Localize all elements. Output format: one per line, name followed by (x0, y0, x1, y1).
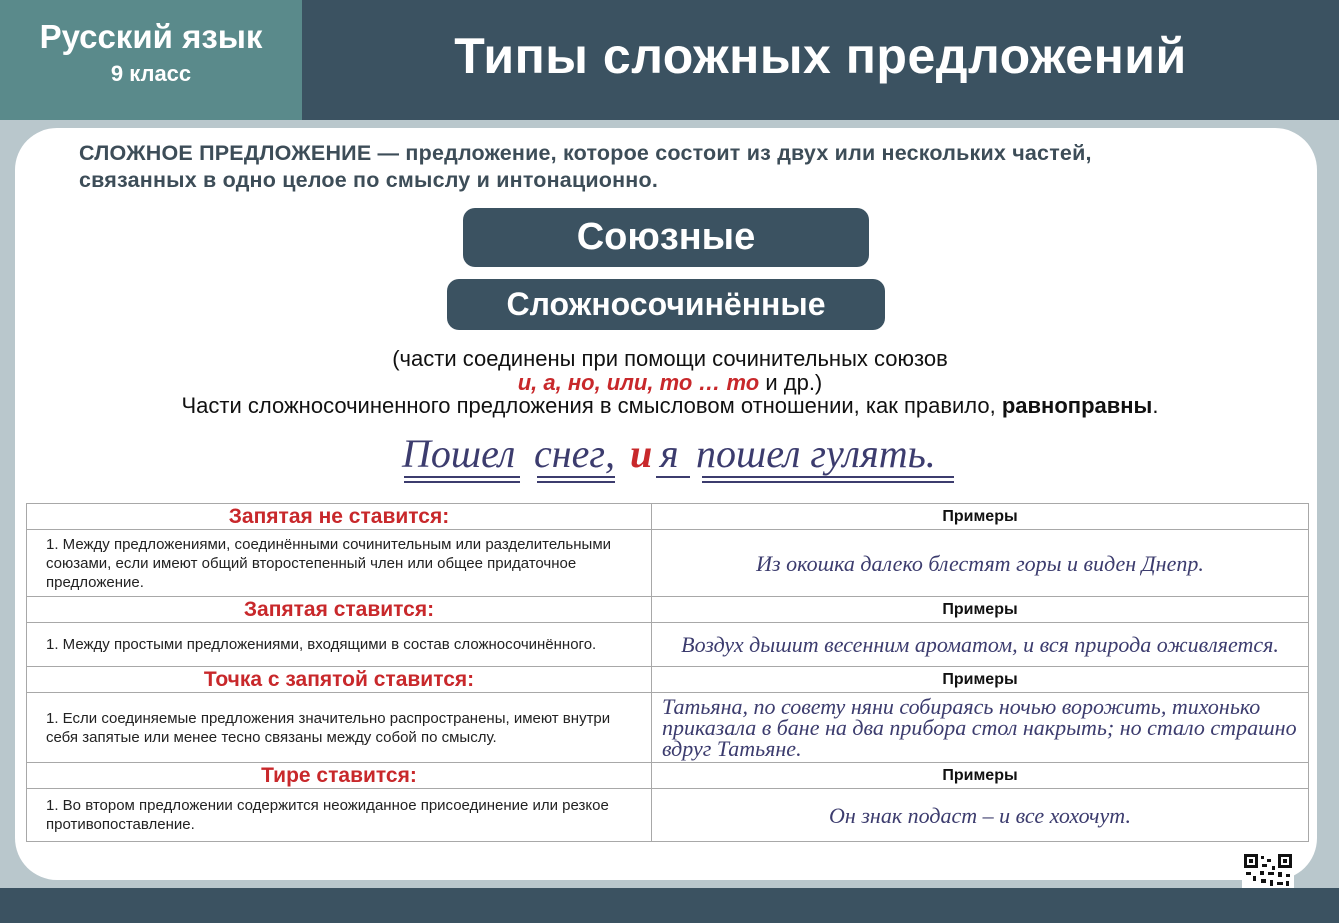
example-word-predicate-2: пошел гулять. (696, 431, 936, 476)
example-conjunction: и (630, 431, 653, 476)
section-heading: Запятая ставится: (27, 597, 652, 623)
type-pill-compound: Сложносочинённые (447, 279, 885, 330)
table-row (27, 789, 1309, 842)
example-word-predicate-1: снег, (534, 431, 615, 476)
note-line-2-tail: и др.) (759, 370, 823, 395)
section-heading: Тире ставится: (27, 763, 652, 789)
rule-text: 1. Если соединяемые предложения значительно распространены, имеют внутри себя запятые или менее тесно связаны между собой по смыслу. (27, 693, 652, 763)
underline-subject-2 (656, 476, 690, 478)
table-row (27, 693, 1309, 763)
table-row (27, 597, 1309, 623)
rule-example: Он знак подаст – и все хохочут. (652, 789, 1309, 842)
definition (79, 140, 1259, 194)
example-sentence (380, 430, 980, 490)
underline-subject-1a (404, 476, 520, 478)
example-word-subject-2: я (660, 431, 679, 476)
examples-header: Примеры (652, 504, 1309, 530)
rule-example: Татьяна, по совету няни собираясь ночью ворожить, тихонько приказала в бане на два прибора стол накрыть; но стало страшно вдруг Татьяне. (652, 693, 1309, 763)
note-line-3-bold: равноправны (1001, 393, 1153, 418)
conjunctions-list: и, а, но, или, то … то (517, 370, 760, 395)
rule-example: Воздух дышит весенним ароматом, и вся природа оживляется. (652, 623, 1309, 667)
note-line-3-end: . (1152, 393, 1159, 418)
examples-header: Примеры (652, 597, 1309, 623)
footer-bar (0, 888, 1339, 923)
rule-example: Из окошка далеко блестят горы и виден Днепр. (652, 530, 1309, 597)
section-heading: Запятая не ставится: (27, 504, 652, 530)
underline-predicate-2a (702, 476, 954, 478)
note-line-1: (части соединены при помощи сочинительных союзов (392, 346, 948, 371)
example-word-subject-1: Пошел (402, 431, 516, 476)
rule-text: 1. Во втором предложении содержится неожиданное присоединение или резкое противопоставление. (27, 789, 652, 842)
note-line-3-main: Части сложносочиненного предложения в смысловом отношении, как правило, (181, 393, 1002, 418)
rule-text: 1. Между предложениями, соединёнными сочинительным или разделительными союзами, если имеют общий второстепенный член или общее придаточное предложение. (27, 530, 652, 597)
table-row (27, 623, 1309, 667)
table-row (27, 504, 1309, 530)
table-row (27, 667, 1309, 693)
definition-line-1: СЛОЖНОЕ ПРЕДЛОЖЕНИЕ — предложение, которое состоит из двух или нескольких частей, (79, 141, 1092, 165)
rule-text: 1. Между простыми предложениями, входящими в состав сложносочинённого. (27, 623, 652, 667)
section-heading: Точка с запятой ставится: (27, 667, 652, 693)
type-pill-conjunctive: Союзные (463, 208, 869, 267)
definition-line-2: связанных в одно целое по смыслу и интонационно. (79, 168, 658, 192)
title-banner (302, 0, 1339, 120)
note-line-3 (20, 393, 1320, 419)
underline-predicate-2b (702, 481, 954, 483)
page-title: Типы сложных предложений (454, 28, 1187, 84)
table-row (27, 763, 1309, 789)
table-row (27, 530, 1309, 597)
punctuation-rules-table (26, 503, 1309, 842)
subject-label: Русский язык (39, 18, 263, 55)
underline-subject-1b (404, 481, 520, 483)
underline-predicate-1a (537, 476, 615, 478)
examples-header: Примеры (652, 667, 1309, 693)
examples-header: Примеры (652, 763, 1309, 789)
underline-predicate-1b (537, 481, 615, 483)
grade-label: 9 класс (110, 61, 192, 86)
subject-panel (0, 0, 302, 120)
